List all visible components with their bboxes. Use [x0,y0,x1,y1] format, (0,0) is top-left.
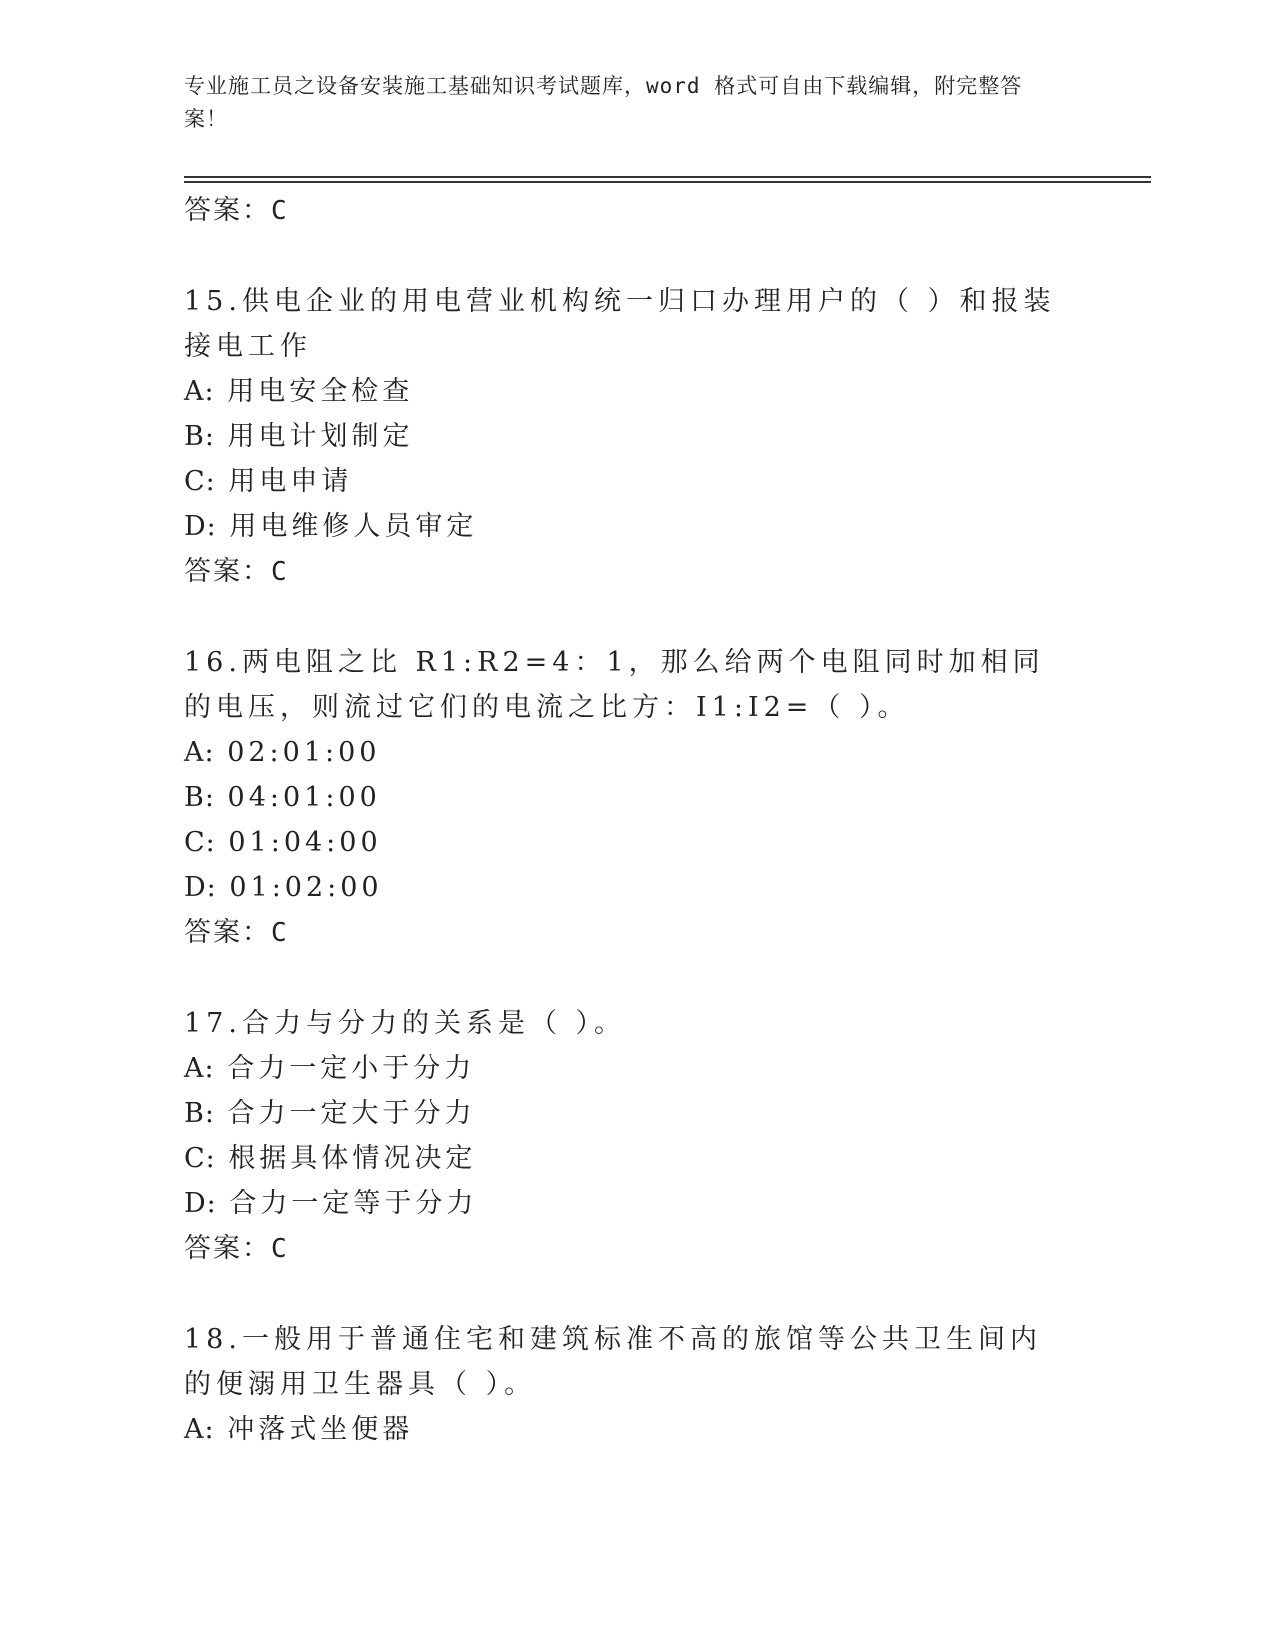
option-a [184,369,1144,414]
spacer [184,956,1144,1001]
question-item [184,640,1144,956]
question-stem: 合力与分力的关系是（ ）。 [241,1008,627,1039]
option-a [184,730,1144,775]
question-number: 17. [184,1008,242,1039]
option-c [184,1136,1144,1181]
option-d [184,1181,1144,1226]
option-d [184,865,1144,910]
option-text: 合力一定大于分力 [227,1098,476,1129]
spacer [184,595,1144,640]
answer-value: C [271,557,288,587]
option-letter: A: [184,737,215,768]
option-a [184,1046,1144,1091]
question-text [184,1317,1064,1407]
answer-label: 答案： [184,195,271,226]
option-b [184,414,1144,459]
option-text: 根据具体情况决定 [228,1143,477,1174]
option-text: 合力一定等于分力 [229,1188,478,1219]
option-text: 01:04:00 [228,827,382,858]
answer-line [184,188,1144,234]
question-number: 16. [184,647,242,678]
option-text: 02:01:00 [227,737,381,768]
header-divider [184,176,1151,178]
question-item [184,1317,1144,1452]
option-c [184,820,1144,865]
answer-label: 答案： [184,917,271,948]
option-letter: C: [184,1143,216,1174]
answer-line [184,910,1144,956]
question-list [184,188,1144,1452]
question-stem: 两电阻之比 R1:R2=4：1，那么给两个电阻同时加相同的电压，则流过它们的电流之比方：I1:I2=（ ）。 [184,647,1045,723]
option-text: 用电申请 [228,466,353,497]
question-text [184,279,1064,369]
answer-label: 答案： [184,556,271,587]
option-letter: A: [184,376,215,407]
option-b [184,1091,1144,1136]
option-letter: C: [184,466,216,497]
answer-line [184,1226,1144,1272]
header-divider-secondary [184,181,1151,183]
question-text [184,640,1064,730]
option-letter: B: [184,782,215,813]
answer-value: C [271,1234,288,1264]
option-c [184,459,1144,504]
answer-label: 答案： [184,1233,271,1264]
option-letter: D: [184,872,217,903]
option-text: 用电维修人员审定 [229,511,478,542]
answer-line [184,549,1144,595]
option-b [184,775,1144,820]
option-letter: A: [184,1414,215,1445]
option-d [184,504,1144,549]
option-text: 04:01:00 [227,782,381,813]
spacer [184,234,1144,279]
option-text: 用电计划制定 [227,421,414,452]
option-a [184,1407,1144,1452]
question-text [184,1001,1064,1046]
document-header: 专业施工员之设备安装施工基础知识考试题库，word 格式可自由下载编辑，附完整答案！ [184,74,1023,131]
answer-value: C [271,918,288,948]
option-letter: B: [184,1098,215,1129]
answer-value: C [271,196,288,226]
option-letter: A: [184,1053,215,1084]
option-text: 01:02:00 [229,872,383,903]
option-text: 合力一定小于分力 [227,1053,476,1084]
spacer [184,1272,1144,1317]
option-text: 冲落式坐便器 [227,1414,414,1445]
option-letter: D: [184,511,217,542]
question-number: 15. [184,286,242,317]
option-letter: B: [184,421,215,452]
option-letter: D: [184,1188,217,1219]
question-stem: 一般用于普通住宅和建筑标准不高的旅馆等公共卫生间内的便溺用卫生器具（ ）。 [184,1324,1042,1400]
option-letter: C: [184,827,216,858]
question-item [184,1001,1144,1272]
question-stem: 供电企业的用电营业机构统一归口办理用户的（ ）和报装接电工作 [184,286,1056,362]
question-item [184,279,1144,595]
option-text: 用电安全检查 [227,376,414,407]
question-number: 18. [184,1324,242,1355]
